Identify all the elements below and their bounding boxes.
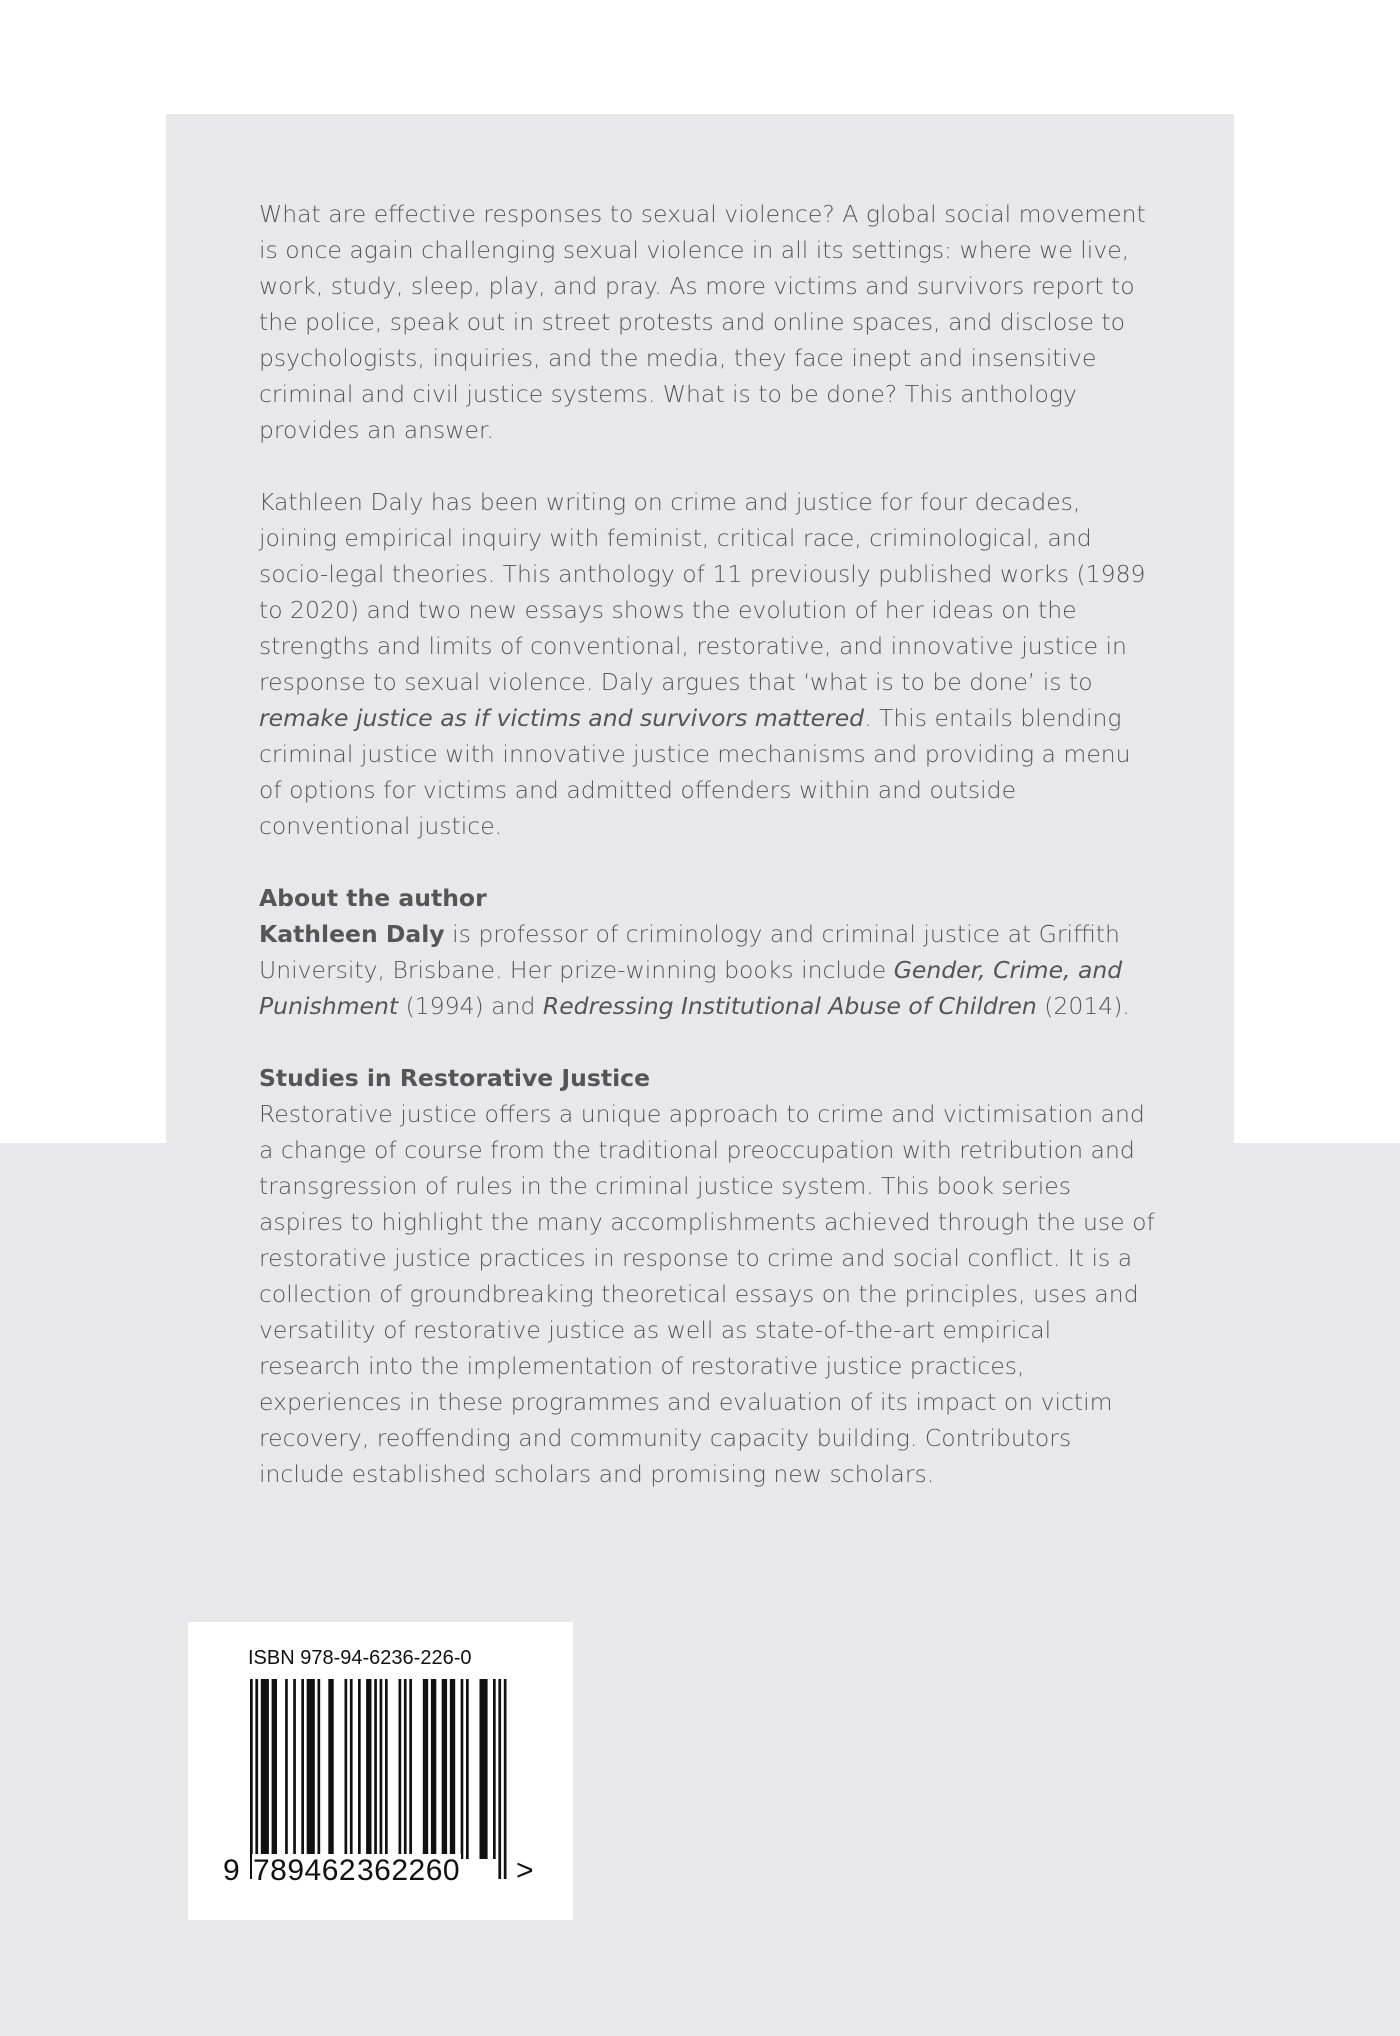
barcode-bar	[493, 1679, 496, 1859]
barcode-bar	[301, 1679, 304, 1859]
barcode-bar	[272, 1679, 277, 1859]
series-heading: Studies in Restorative Justice	[259, 1064, 651, 1092]
barcode-bar	[466, 1679, 469, 1859]
barcode-bar	[366, 1679, 371, 1859]
barcode-bar	[399, 1679, 402, 1859]
description-emphasis: remake justice as if victims and survivors mattered	[259, 704, 865, 732]
author-name: Kathleen Daly	[259, 920, 445, 948]
barcode-bar	[345, 1679, 348, 1859]
barcode-quiet-zone-arrow: >	[516, 1854, 534, 1887]
description-paragraph-2	[259, 484, 1159, 844]
barcode-bar	[480, 1679, 488, 1859]
book-title-1: Gender, Crime, and Punishment	[259, 956, 1123, 1020]
barcode-bar	[358, 1679, 361, 1859]
barcode-bar	[385, 1679, 388, 1859]
barcode-digits-left: 789462	[253, 1854, 357, 1887]
barcode-bar	[350, 1679, 353, 1859]
barcode-bar	[404, 1679, 407, 1859]
about-author-text-a: is professor of criminology and criminal justice at Griffith University, Brisbane. Her prize-winning books include	[259, 920, 1120, 984]
barcode-guard-bar	[498, 1679, 501, 1879]
barcode-guard-bar	[255, 1679, 258, 1879]
barcode-bar	[318, 1679, 321, 1859]
barcode-bar	[423, 1679, 428, 1859]
description-paragraph-2-text-a: Kathleen Daly has been writing on crime and justice for four decades, joining empirical inquiry with feminist, critical race, criminological, and socio-legal theories. This anthology of 11 previously published works (1989 to 2020) and two new essays shows the evolution of her ideas on the strengths and limits of conventional, restorative, and innovative justice in response to sexual violence. Daly argues that ‘what is to be done’ is to	[259, 488, 1146, 696]
about-author-text-b: (1994) and	[398, 992, 543, 1020]
series-text: Restorative justice offers a unique approach to crime and victimisation and a change of course from the traditional preoccupation with retribution and transgression of rules in the criminal justice system. This book series aspires to highlight the many accomplishments achieved through the use of restorative justice practices in response to crime and social conflict. It is a collection of groundbreaking theoretical essays on the principles, uses and versatility of restorative justice as well as state-of-the-art empirical research into the implementation of restorative justice practices, experiences in these programmes and evaluation of its impact on victim recovery, reoffending and community capacity building. Contributors include established scholars and promising new scholars.	[259, 1100, 1155, 1488]
barcode-bar	[442, 1679, 447, 1859]
about-author-heading: About the author	[259, 884, 487, 912]
about-author-text	[259, 916, 1159, 1024]
description-paragraph-1: What are effective responses to sexual violence? A global social movement is once again challenging sexual violence in all its settings: where we live, work, study, sleep, play, and pray. As more victims and survivors report to the police, speak out in street protests and online spaces, and disclose to psychologists, inquiries, and the media, they face inept and insensitive criminal and civil justice systems. What is to be done? This anthology provides an answer.	[259, 200, 1146, 444]
barcode-bar	[409, 1679, 412, 1859]
barcode-bar	[285, 1679, 288, 1859]
barcode-guard-bar	[504, 1679, 507, 1879]
barcode-guard-bar	[250, 1679, 253, 1879]
about-author-text-c: (2014).	[1036, 992, 1130, 1020]
back-cover-text	[259, 196, 1159, 1492]
barcode-bar	[307, 1679, 315, 1859]
barcode-bar	[450, 1679, 455, 1859]
barcode-digits-right: 362260	[357, 1854, 461, 1887]
barcode-guard-bar	[380, 1679, 383, 1879]
barcode-bar	[461, 1679, 464, 1859]
barcode-bar	[431, 1679, 436, 1859]
book-title-2: Redressing Institutional Abuse of Children	[542, 992, 1037, 1020]
description-paragraph-2-text-b: . This entails blending criminal justice with innovative justice mechanisms and providing a menu of options for victims and admitted offenders within and outside conventional justice.	[259, 704, 1131, 840]
barcode-guard-bar	[374, 1679, 377, 1879]
barcode-digit-first: 9	[223, 1854, 240, 1887]
barcode-panel	[188, 1622, 573, 1920]
isbn-label: ISBN 978-94-6236-226-0	[248, 1647, 472, 1669]
barcode-bar	[328, 1679, 333, 1859]
barcode-bar	[293, 1679, 296, 1859]
barcode-bar	[261, 1679, 269, 1859]
